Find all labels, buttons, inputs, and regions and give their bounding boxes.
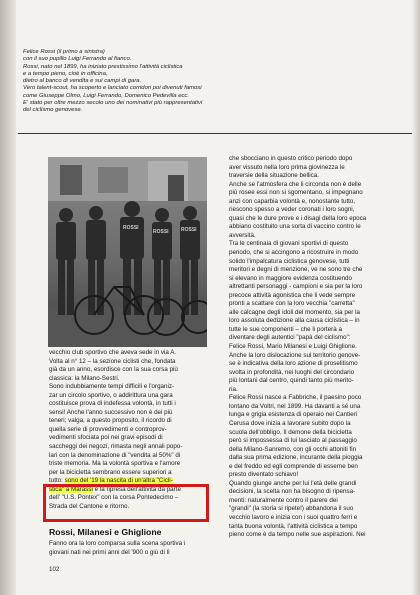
text-line: e del freddo ed egli comprende di esserne ben: [229, 462, 358, 470]
text-line: sensi! Anche l'anno successivo non è dei più: [49, 408, 173, 416]
text-line: vecchio lavoro e inizia con i suoi quattro ferri e: [229, 513, 358, 521]
text-line: aver vissuto nella loro prima giovinezza le: [229, 163, 345, 171]
text-line: lontano da Voltri, nel 1899. Ha davanti a sé una: [229, 402, 361, 410]
text-line: precoce attività agonistica che li vede sempre: [229, 291, 356, 299]
highlighted-text: stica" a Marassi: [49, 485, 93, 493]
text-line: quasi che le dure prove e i disagi della loro epoca: [229, 214, 367, 222]
text-line: quella serie di provvedimenti e controprov-: [49, 425, 167, 433]
text-line: giovani nati nei primi anni del '900 o giù di lì: [49, 548, 170, 556]
caption-line: e a tempo pieno, cioè in officina,: [23, 70, 108, 77]
text-line: Felice Rossi, Mario Milanesi e Luigi Ghiglione.: [229, 343, 357, 351]
text-line: diventare degli autentici "papà del ciclismo":: [229, 334, 351, 342]
text-line: vedimenti sfociata poi nei gravi episodi di: [49, 434, 163, 442]
caption-line: Vero talent-scout, ha scoperto e lanciato corridori poi divenuti famosi: [23, 85, 202, 92]
text-line: Cerusa dove inizia a lavorare subito dopo la: [229, 419, 351, 427]
text-line: decisioni, la scelta non ha bisogno di ripensa-: [229, 488, 356, 496]
text-fragment: tutto:: [49, 477, 65, 485]
text-line: ria.: [229, 385, 238, 393]
text-line: riescono spesso a veder coronati i loro sogni,: [229, 206, 355, 214]
text-line: costituisce prova di indefessa volontà, in tutti i: [49, 400, 176, 408]
text-line: Felice Rossi nasce a Fabbriche, il paesino poco: [229, 394, 362, 402]
section-heading: Rossi, Milanesi e Ghiglione: [49, 527, 162, 537]
page-right-shadow: [412, 0, 420, 595]
text-line: "grandi" (la storia si ripete!) abbandona il suo: [229, 505, 354, 513]
caption-line: Felice Rossi (il primo a sinistra): [23, 49, 105, 55]
text-line: loro assoluta dedizione alla causa ciclistica – in: [229, 317, 360, 325]
text-line: pronti a scattare con la loro vecchia "carretta": [229, 300, 355, 308]
jersey-lettering: ROSSI: [153, 229, 169, 235]
right-text-column: [229, 155, 389, 540]
text-line: abbiano costituito una sorta di vaccino contro le: [229, 223, 361, 231]
horizontal-rule: [18, 133, 412, 134]
text-fragment: e la ripresa dell'attività da parte: [92, 485, 181, 493]
text-line: classica: la Milano-Sestri.: [49, 374, 120, 382]
text-line: lari con la denominazione di "vendita al 50%" di: [49, 451, 181, 459]
caption-line: dietro al banco di vendita e sui campi di gara.: [23, 78, 142, 85]
photo-caption: [23, 49, 233, 115]
text-line: periodo, che si accingono a ricostruire in modo: [229, 249, 359, 257]
caption-line: E' stato per oltre mezzo secolo uno dei nominativi più rappresentativi: [23, 100, 203, 107]
jersey-lettering: ROSSI: [181, 227, 197, 233]
caption-line: come Giuseppe Olmo, Luigi Ferrando, Domenico Pedevilla ecc.: [23, 92, 189, 99]
text-line: per la bicicletta sembrano essere superiori a: [49, 468, 172, 476]
text-line: Fanno ora la loro comparsa sulla scena sportiva i: [49, 540, 186, 547]
text-line: zar un circolo sportivo, o addirittura una gara: [49, 391, 173, 399]
highlighted-text: sono del '19 la nascita di un'altra "Cicli-: [64, 477, 173, 485]
text-line: anzi con caparbia volontà e, nonostante tutto,: [229, 197, 356, 205]
text-line: pieno come è da tempo nelle sue aspirazioni. Nei: [229, 531, 366, 539]
text-line: tutte le sue componenti – che li porterà a: [229, 325, 342, 333]
text-line: però si impossessa di lui lasciato al passaggio: [229, 437, 357, 445]
text-line: più lontani dal centro, quindi tanto più merito-: [229, 377, 354, 385]
text-line: svolta in profondità, nei luoghi del circondario: [229, 368, 355, 376]
text-line: presto diventato schiavo!: [229, 471, 299, 479]
text-line: più rosee essi non si sgomentano, si impegnano: [229, 189, 363, 197]
page-number: 102: [49, 566, 60, 573]
caption-line: Rossi, nato nel 1899, ha iniziato prestissimo l'attività ciclistica: [23, 63, 183, 70]
jersey-lettering: ROSSI: [123, 225, 139, 231]
red-annotation-box: [43, 484, 209, 522]
text-line: Tra le centinaia di giovani sportivi di questo: [229, 240, 349, 248]
text-line: se è indicativa della loro azione di proselitismo: [229, 360, 358, 368]
left-text-column-continued: [49, 540, 209, 557]
text-line: Anche se l'atmosfera che li circonda non è delle: [229, 180, 362, 188]
cyclists-photo: [48, 157, 207, 347]
text-line: avversità.: [229, 231, 256, 239]
text-line: triste memoria. Ma la volontà sportiva e l'amore: [49, 460, 181, 468]
page-left-shadow: [0, 0, 16, 595]
text-line: alle calcagne degli idoli del momento, sia per la: [229, 308, 360, 316]
text-line: vecchio club sportivo che aveva sede in via A.: [49, 349, 177, 356]
text-line: Quando giunge anche per lui l'età delle grandi: [229, 479, 357, 487]
text-line: dell' "U.S. Pontex" con la corsa Pontedecimo –: [49, 494, 179, 502]
text-line: tanta buona volontà, l'attività ciclistica a tempo: [229, 522, 358, 530]
caption-line: con il suo pupillo Luigi Ferrando al fianco.: [23, 56, 132, 63]
text-line: menti: naturalmente contro il parere dei: [229, 496, 338, 504]
photo-illustration: [48, 157, 207, 347]
text-line: Sono indubbiamente tempi difficili e l'organiz-: [49, 383, 175, 391]
text-line: già da un anno, esordisce con la sua corsa più: [49, 366, 178, 374]
text-line: che sbocciano in questo critico periodo dopo: [229, 155, 353, 162]
text-line: traversie della situazione bellica.: [229, 172, 319, 180]
text-line: Anche la loro dislocazione sul territorio genove-: [229, 351, 361, 359]
text-line: si elevano in maggiore evidenza costituendo: [229, 274, 352, 282]
text-line: solido l'impalcatura ciclistica genovese, tutti: [229, 257, 350, 265]
text-line: Strada del Cantone e ritorno.: [49, 502, 130, 510]
text-line: della Milano-Sanremo, con gli occhi attoniti fin: [229, 445, 357, 453]
text-line: meritori e degni di menzione, ve ne sono tre che: [229, 266, 363, 274]
text-line: dalla sua prima edizione, incurante della pioggia: [229, 454, 363, 462]
text-line: Volta al n° 12 – la sezione ciclisti che, fondata: [49, 357, 176, 365]
text-line: altrettanti personaggi - campioni e sia per la loro: [229, 283, 363, 291]
text-line: scuola dell'obbligo. Il demone della bicicletta: [229, 428, 352, 436]
text-line: saccheggi dei negozi, rimasta negli annali popo-: [49, 443, 183, 451]
caption-line: del ciclismo genovese.: [23, 107, 83, 114]
text-line: lunga e grigia esistenza di operaio nei Cantieri: [229, 411, 358, 419]
text-line: teneri; valga, a questo proposito, il ricordo di: [49, 417, 172, 425]
